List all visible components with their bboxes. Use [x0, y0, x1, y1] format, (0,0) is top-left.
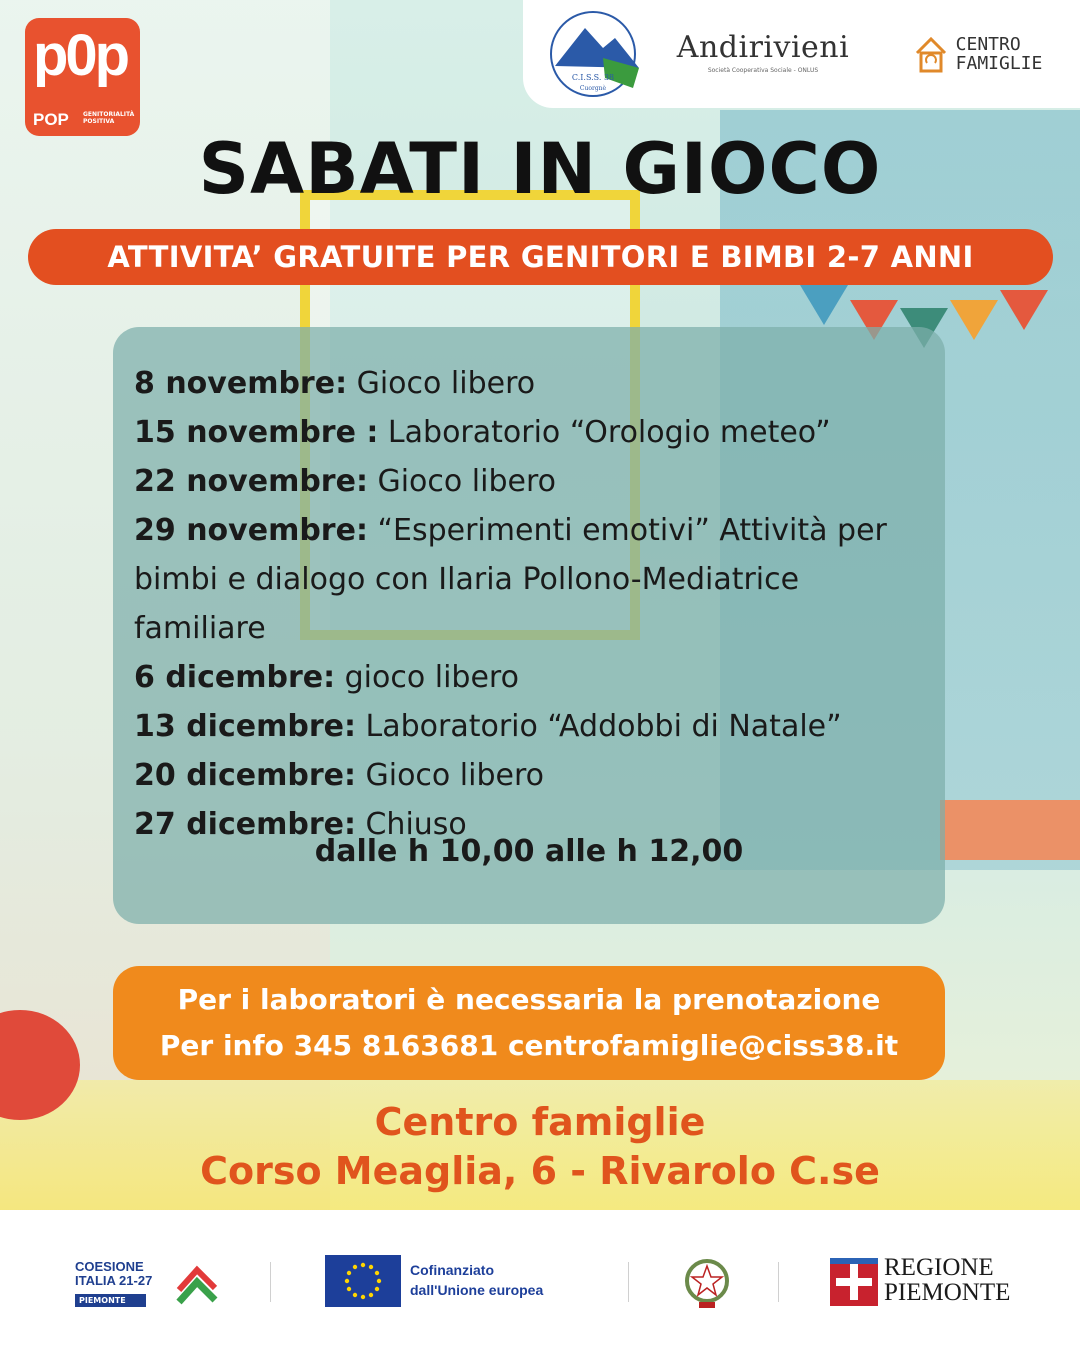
- regione-line-2: PIEMONTE: [884, 1279, 1011, 1306]
- schedule-item: [134, 408, 934, 457]
- subtitle-banner: [28, 229, 1053, 285]
- info-box: [113, 966, 945, 1080]
- schedule-item: [134, 702, 934, 751]
- centro-famiglie-logo: [893, 28, 1063, 82]
- schedule-activity: gioco libero: [335, 660, 519, 695]
- ciss-logo-sub: Cuorgnè: [579, 85, 607, 92]
- bunting-pennant: [1000, 290, 1048, 330]
- footer-divider: [628, 1262, 629, 1302]
- house-icon: [914, 35, 948, 75]
- footer-divider: [778, 1262, 779, 1302]
- opening-hours: dalle h 10,00 alle h 12,00: [314, 834, 744, 869]
- eu-text-line-2: dall'Unione europea: [410, 1282, 544, 1298]
- schedule-item: [134, 506, 934, 653]
- background-shelf: [940, 800, 1080, 860]
- coesione-arrow-icon: [173, 1262, 221, 1312]
- schedule-activity: Laboratorio “Addobbi di Natale”: [355, 709, 842, 744]
- ciss-mountain-icon: [543, 8, 653, 100]
- coesione-line-2: ITALIA 21-27: [75, 1273, 153, 1288]
- schedule-activity: “Esperimenti emotivi” Attività per bimbi e dialogo con Ilaria Pollono-Mediatrice familiare: [134, 513, 887, 646]
- schedule-date: 8 novembre:: [134, 366, 348, 401]
- schedule-date: 27 dicembre:: [134, 807, 356, 842]
- centro-famiglie-line-1: CENTRO: [955, 34, 1021, 56]
- schedule-activity: Laboratorio “Orologio meteo”: [378, 415, 831, 450]
- funding-footer: [0, 1210, 1080, 1350]
- andirivieni-logo: [673, 22, 853, 82]
- location-name: Centro famiglie: [374, 1100, 706, 1144]
- schedule-date: 29 novembre:: [134, 513, 368, 548]
- bunting-pennant: [800, 285, 848, 325]
- schedule-date: 13 dicembre:: [134, 709, 356, 744]
- ciss-logo-text: C.I.S.S. 38: [571, 73, 615, 82]
- schedule-card: [113, 327, 945, 924]
- regione-piemonte-logo: [830, 1255, 1010, 1311]
- regione-line-1: REGIONE: [884, 1254, 994, 1281]
- schedule-date: 15 novembre :: [134, 415, 379, 450]
- regione-piemonte-text: [884, 1255, 1010, 1305]
- piemonte-cross-icon: [830, 1258, 878, 1306]
- footer-divider: [270, 1262, 271, 1302]
- schedule-activity: Chiuso: [355, 807, 467, 842]
- schedule-item: [134, 653, 934, 702]
- bunting-pennant: [950, 300, 998, 340]
- schedule-item: [134, 359, 934, 408]
- pop-tagline-2: POSITIVA: [83, 117, 115, 125]
- coesione-line-3: PIEMONTE: [75, 1294, 146, 1307]
- coesione-italia-logo: [75, 1260, 225, 1320]
- contact-info[interactable]: Per info 345 8163681 centrofamiglie@ciss38.it: [159, 1029, 899, 1062]
- schedule-date: 22 novembre:: [134, 464, 368, 499]
- piemonte-shield-icon: [830, 1258, 878, 1306]
- pop-logo-icon: [25, 18, 140, 136]
- centro-famiglie-line-2: FAMIGLIE: [955, 53, 1043, 74]
- andirivieni-sub: Società Cooperativa Sociale - ONLUS: [707, 67, 819, 74]
- eu-text-line-1: Cofinanziato: [410, 1262, 494, 1278]
- schedule-list: [134, 359, 934, 849]
- emblem-graphic: [682, 1254, 732, 1312]
- schedule-activity: Gioco libero: [347, 366, 536, 401]
- pop-tagline-1: GENITORIALITÀ: [83, 111, 135, 118]
- schedule-item: [134, 751, 934, 800]
- italian-emblem-icon: [682, 1254, 732, 1312]
- schedule-activity: Gioco libero: [367, 464, 556, 499]
- pop-logo-text: POP: [33, 110, 69, 129]
- page-title: SABATI IN GIOCO: [198, 128, 882, 210]
- booking-note: Per i laboratori è necessaria la prenotazione: [177, 983, 881, 1016]
- eu-stars-icon: [325, 1255, 401, 1307]
- location-address: Corso Meaglia, 6 - Rivarolo C.se: [200, 1149, 880, 1193]
- schedule-date: 20 dicembre:: [134, 758, 356, 793]
- pop-logo-mark: p0p: [33, 23, 128, 88]
- subtitle-text: ATTIVITA’ GRATUITE PER GENITORI E BIMBI 2-7 ANNI: [107, 240, 974, 274]
- pop-logo-tagline: [83, 112, 134, 125]
- coesione-line-1: COESIONE: [75, 1259, 144, 1274]
- eu-cofinanced-text: [410, 1260, 543, 1300]
- andirivieni-name: Andirivieni: [676, 30, 850, 65]
- schedule-date: 6 dicembre:: [134, 660, 336, 695]
- partner-logos: [523, 0, 1080, 108]
- ciss-logo: [543, 8, 653, 100]
- schedule-item: [134, 457, 934, 506]
- schedule-activity: Gioco libero: [355, 758, 545, 793]
- centro-famiglie-text: [956, 36, 1043, 74]
- eu-flag-icon: [325, 1255, 401, 1307]
